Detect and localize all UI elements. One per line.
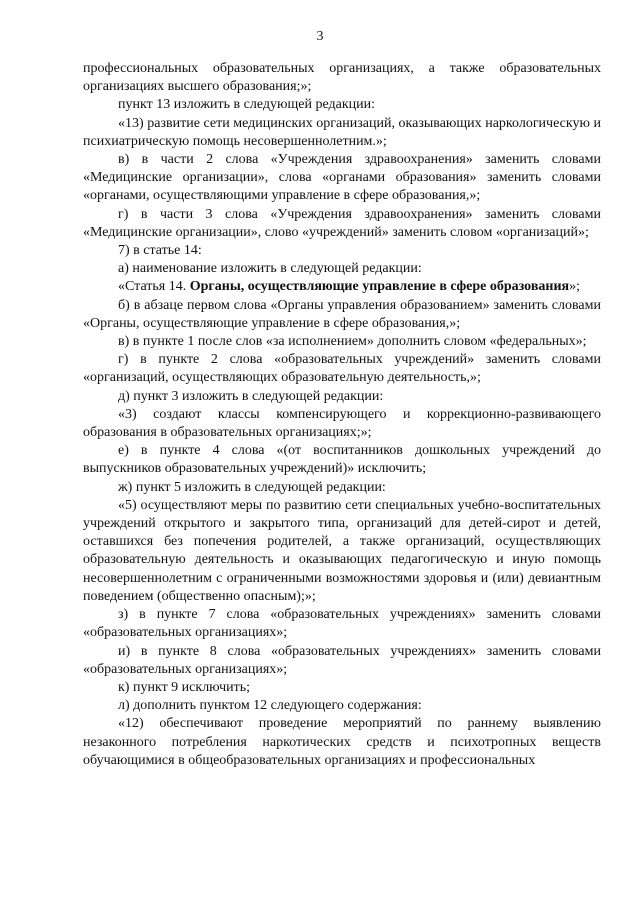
document-body <box>83 60 601 770</box>
paragraph: «13) развитие сети медицинских организаций, оказывающих наркологическую и психиатрическую помощь несовершеннолетним.»; <box>83 115 601 149</box>
paragraph: пункт 13 изложить в следующей редакции: <box>118 97 375 113</box>
paragraph: з) в пункте 7 слова «образовательных учреждениях» заменить словами «образовательных организациях»; <box>83 607 601 641</box>
paragraph: г) в пункте 2 слова «образовательных учреждений» заменить словами «организаций, осуществляющих образовательную деятельность,»; <box>83 352 601 386</box>
article-heading-prefix: «Статья 14. <box>118 279 190 295</box>
paragraph: б) в абзаце первом слова «Органы управления образованием» заменить словами «Органы, осуществляющие управление в сфере образования,»; <box>83 297 601 331</box>
paragraph: а) наименование изложить в следующей редакции: <box>118 261 422 277</box>
paragraph: г) в части 3 слова «Учреждения здравоохранения» заменить словами «Медицинские организации», слово «учреждений» заменить словом «организаций»; <box>83 206 601 240</box>
paragraph: 7) в статье 14: <box>118 243 202 259</box>
paragraph: и) в пункте 8 слова «образовательных учреждениях» заменить словами «образовательных организациях»; <box>83 643 601 677</box>
paragraph: в) в пункте 1 после слов «за исполнением» дополнить словом «федеральных»; <box>118 334 587 350</box>
paragraph: д) пункт 3 изложить в следующей редакции: <box>118 388 384 404</box>
page-number: 3 <box>316 29 324 44</box>
paragraph: «5) осуществляют меры по развитию сети специальных учебно-воспитательных учреждений открытого и закрытого типа, организаций для детей-сирот и детей, оставшихся без попечения родителей, а также организаций, осуществляющих образовательную деятельность и оказывающих педагогическую и иную помощь несовершеннолетним с ограниченными возможностями здоровья и (или) девиантным поведением (общественно опасным);»; <box>83 497 601 604</box>
paragraph: к) пункт 9 исключить; <box>118 679 251 695</box>
paragraph: в) в части 2 слова «Учреждения здравоохранения» заменить словами «Медицинские организации», слова «органами образования» заменить словами «органами, осуществляющими управление в сфере образования,»; <box>83 152 601 204</box>
article-heading-paragraph <box>83 278 601 296</box>
paragraph: «3) создают классы компенсирующего и коррекционно-развивающего образования в образовательных организациях;»; <box>83 406 601 441</box>
paragraph: ж) пункт 5 изложить в следующей редакции: <box>118 479 386 495</box>
paragraph: профессиональных образовательных организациях, а также образовательных организациях высшего образования;»; <box>83 61 601 95</box>
article-heading-suffix: »; <box>569 279 580 295</box>
paragraph: л) дополнить пунктом 12 следующего содержания: <box>118 698 422 714</box>
paragraph: «12) обеспечивают проведение мероприятий по раннему выявлению незаконного потребления наркотических средств и психотропных веществ обучающимися в общеобразовательных организациях и профессиональных <box>83 716 601 768</box>
paragraph: е) в пункте 4 слова «(от воспитанников дошкольных учреждений до выпускников образовательных учреждений)» исключить; <box>83 443 601 477</box>
article-heading-title: Органы, осуществляющие управление в сфере образования <box>189 279 570 295</box>
